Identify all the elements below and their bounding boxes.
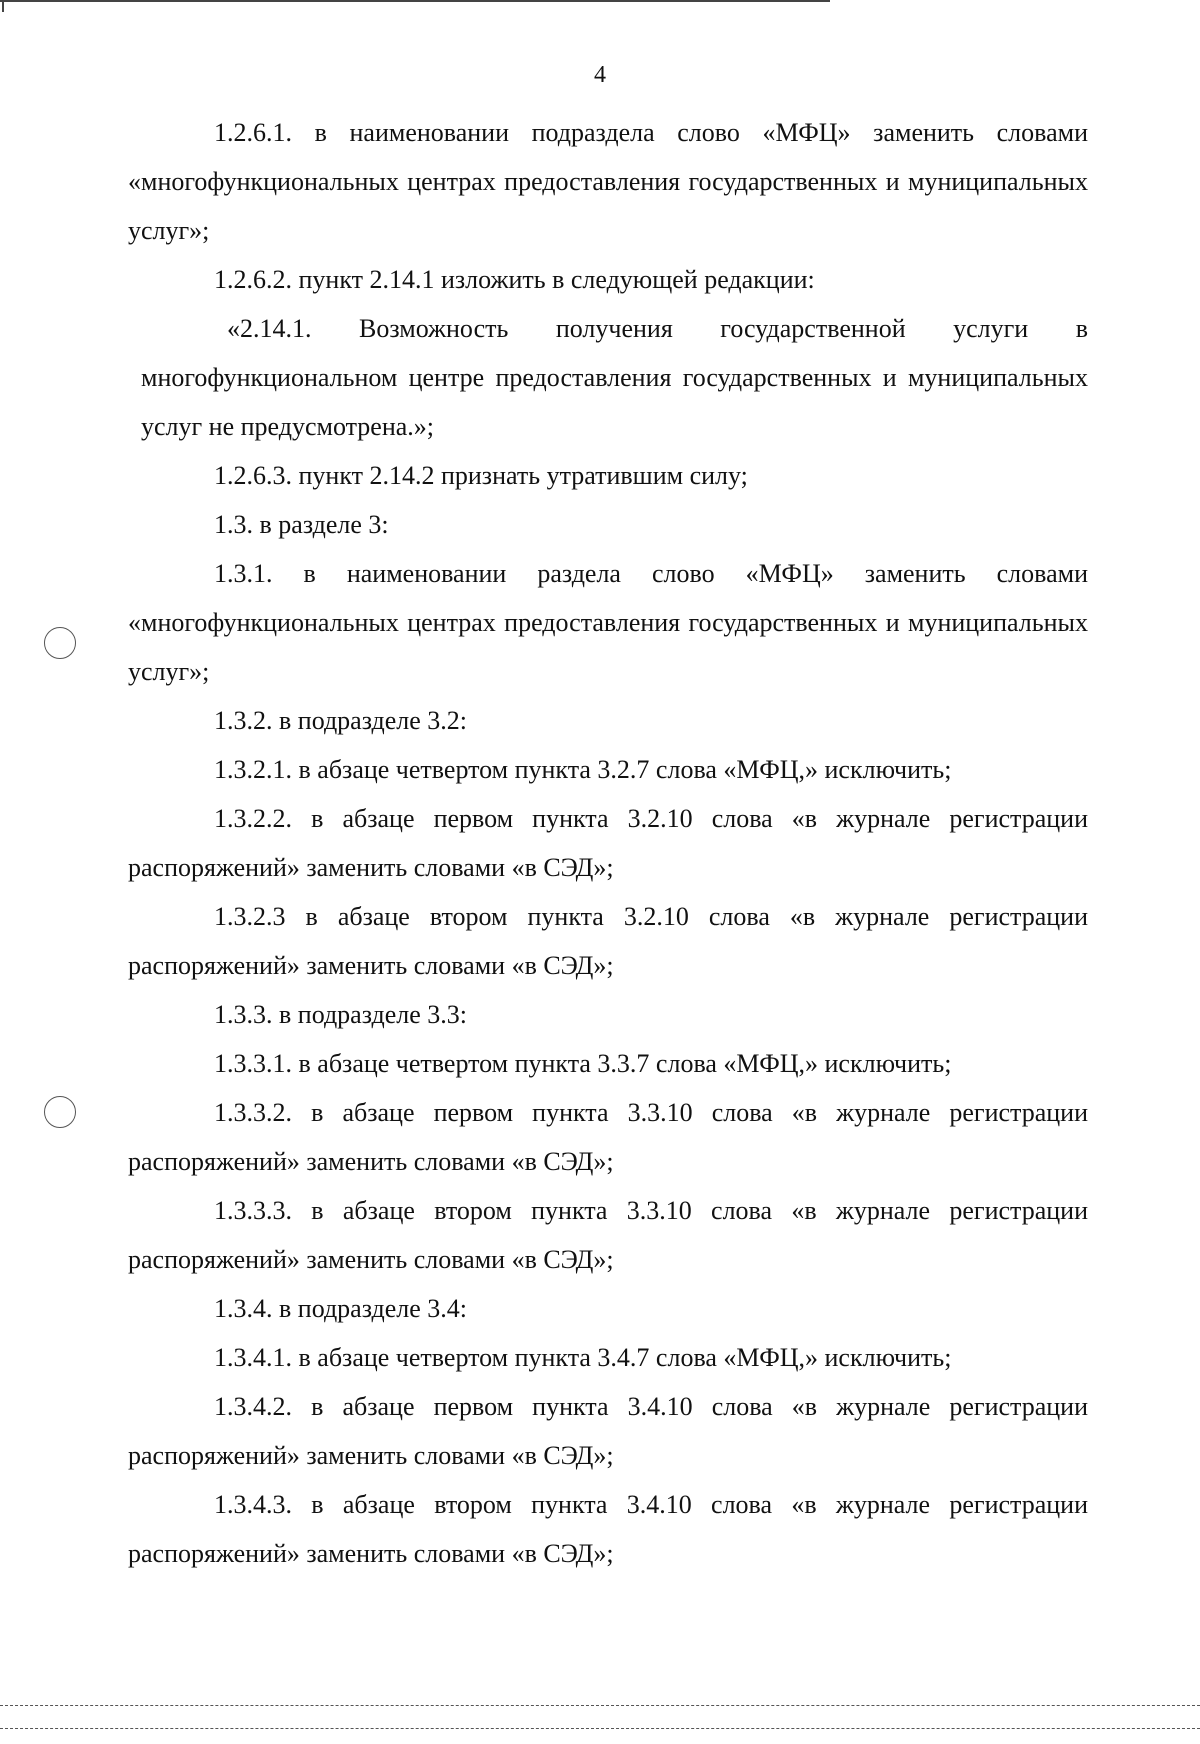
document-body <box>128 108 1088 1578</box>
paragraph: 1.3.3.2. в абзаце первом пункта 3.3.10 слова «в журнале регистрации распоряжений» заменить словами «в СЭД»; <box>128 1098 1088 1176</box>
paragraph: 1.2.6.1. в наименовании подраздела слово «МФЦ» заменить словами «многофункциональных центрах предоставления государственных и муниципальных услуг»; <box>128 118 1088 245</box>
paragraph: 1.3.3.1. в абзаце четвертом пункта 3.3.7 слова «МФЦ,» исключить; <box>214 1049 952 1078</box>
paragraph: 1.2.6.2. пункт 2.14.1 изложить в следующей редакции: <box>214 265 815 294</box>
paragraph: 1.2.6.3. пункт 2.14.2 признать утратившим силу; <box>214 461 748 490</box>
scan-edge-top <box>0 0 830 2</box>
paragraph: 1.3.1. в наименовании раздела слово «МФЦ» заменить словами «многофункциональных центрах предоставления государственных и муниципальных услуг»; <box>128 559 1088 686</box>
punch-hole-icon <box>44 1096 76 1128</box>
scan-edge-bottom <box>0 1705 1200 1706</box>
paragraph: 1.3.4. в подразделе 3.4: <box>214 1294 468 1323</box>
paragraph: 1.3.3. в подразделе 3.3: <box>214 1000 468 1029</box>
paragraph: 1.3.4.2. в абзаце первом пункта 3.4.10 слова «в журнале регистрации распоряжений» заменить словами «в СЭД»; <box>128 1392 1088 1470</box>
page-number: 4 <box>594 62 606 88</box>
paragraph: 1.3.2. в подразделе 3.2: <box>214 706 468 735</box>
quoted-paragraph: «2.14.1. Возможность получения государственной услуги в многофункциональном центре предоставления государственных и муниципальных услуг не предусмотрена.»; <box>141 314 1088 441</box>
punch-hole-icon <box>44 627 76 659</box>
paragraph: 1.3.4.1. в абзаце четвертом пункта 3.4.7 слова «МФЦ,» исключить; <box>214 1343 952 1372</box>
paragraph: 1.3.2.1. в абзаце четвертом пункта 3.2.7 слова «МФЦ,» исключить; <box>214 755 952 784</box>
paragraph: 1.3.2.2. в абзаце первом пункта 3.2.10 слова «в журнале регистрации распоряжений» заменить словами «в СЭД»; <box>128 804 1088 882</box>
paragraph: 1.3. в разделе 3: <box>214 510 389 539</box>
paragraph: 1.3.2.3 в абзаце втором пункта 3.2.10 слова «в журнале регистрации распоряжений» заменить словами «в СЭД»; <box>128 902 1088 980</box>
scan-edge-bottom <box>0 1728 1200 1729</box>
paragraph: 1.3.3.3. в абзаце втором пункта 3.3.10 слова «в журнале регистрации распоряжений» заменить словами «в СЭД»; <box>128 1196 1088 1274</box>
paragraph: 1.3.4.3. в абзаце втором пункта 3.4.10 слова «в журнале регистрации распоряжений» заменить словами «в СЭД»; <box>128 1490 1088 1568</box>
scan-edge-left <box>2 0 4 12</box>
